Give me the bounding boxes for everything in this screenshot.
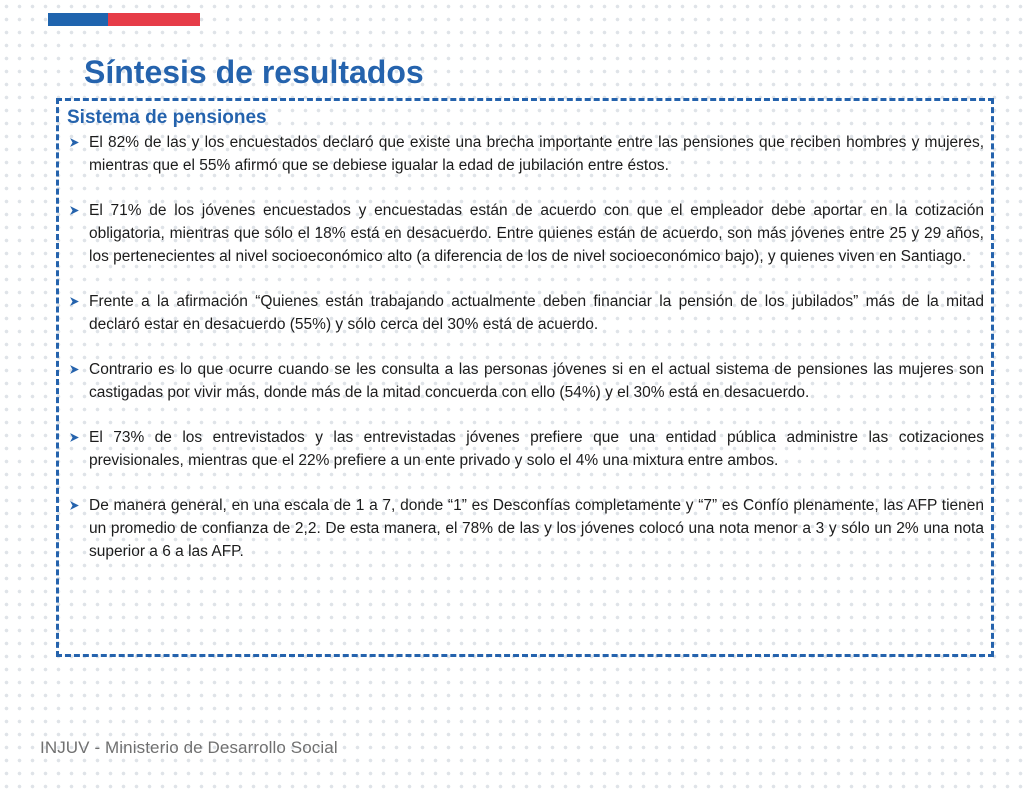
flag-blue-segment: [48, 13, 108, 26]
bullet-list: [67, 131, 984, 563]
arrow-bullet-icon: [69, 364, 80, 375]
bullet-text: De manera general, en una escala de 1 a 7, donde “1” es Desconfías completamente y “7” es Confío plenamente, las AFP tienen un promedio de confianza de 2,2. De esta manera, el 78% de las y los jóvenes colocó una nota menor a 3 y sólo un 2% una nota superior a 6 a las AFP.: [89, 497, 984, 560]
list-item: [67, 131, 984, 177]
list-item: [67, 358, 984, 404]
arrow-bullet-icon: [69, 296, 80, 307]
flag-red-segment: [108, 13, 200, 26]
summary-box: [56, 98, 994, 657]
arrow-bullet-icon: [69, 205, 80, 216]
section-title: Sistema de pensiones: [67, 107, 267, 128]
arrow-bullet-icon: [69, 432, 80, 443]
arrow-bullet-icon: [69, 137, 80, 148]
arrow-bullet-icon: [69, 500, 80, 511]
list-item: [67, 199, 984, 268]
bullet-text: Frente a la afirmación “Quienes están trabajando actualmente deben financiar la pensión de los jubilados” más de la mitad declaró estar en desacuerdo (55%) y sólo cerca del 30% está de acuerdo.: [89, 293, 984, 333]
list-item: [67, 494, 984, 563]
bullet-text: El 73% de los entrevistados y las entrevistadas jóvenes prefiere que una entidad pública administre las cotizaciones previsionales, mientras que el 22% prefiere a un ente privado y solo el 4% una mixtura entre ambos.: [89, 429, 984, 469]
flag-bar: [48, 13, 200, 26]
bullet-text: Contrario es lo que ocurre cuando se les consulta a las personas jóvenes si en el actual sistema de pensiones las mujeres son castigadas por vivir más, donde más de la mitad concuerda con ello (54%) y el 30% está en desacuerdo.: [89, 361, 984, 401]
bullet-text: El 82% de las y los encuestados declaró que existe una brecha importante entre las pensiones que reciben hombres y mujeres, mientras que el 55% afirmó que se debiese igualar la edad de jubilación entre éstos.: [89, 134, 984, 174]
list-item: [67, 426, 984, 472]
footer-text: INJUV - Ministerio de Desarrollo Social: [40, 738, 338, 757]
list-item: [67, 290, 984, 336]
bullet-text: El 71% de los jóvenes encuestados y encuestadas están de acuerdo con que el empleador debe aportar en la cotización obligatoria, mientras que sólo el 18% está en desacuerdo. Entre quienes están de acuerdo, son más jóvenes entre 25 y 29 años, los pertenecientes al nivel socioeconómico alto (a diferencia de los de nivel socioeconómico bajo), y quienes viven en Santiago.: [89, 202, 984, 265]
slide-title: Síntesis de resultados: [84, 54, 424, 90]
